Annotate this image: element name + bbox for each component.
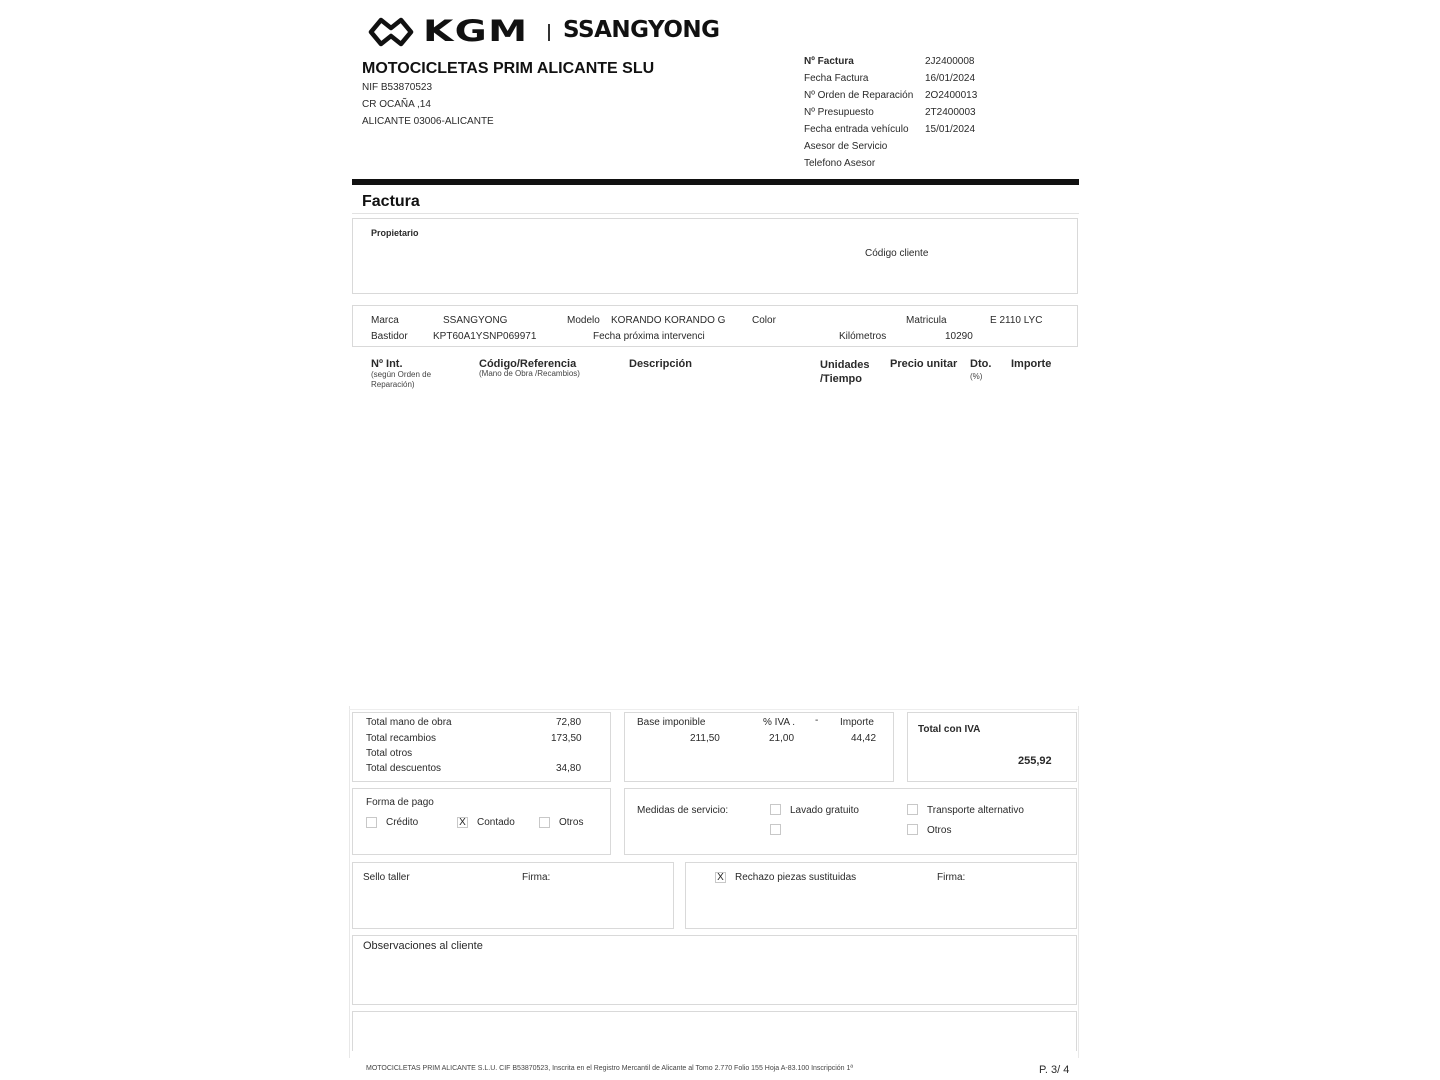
meta-label: Nº Factura <box>804 56 854 67</box>
meta-label: Fecha entrada vehículo <box>804 124 909 135</box>
col-num-header: Nº Int. <box>371 358 403 370</box>
meta-label: Telefono Asesor <box>804 158 876 169</box>
meta-label: Asesor de Servicio <box>804 141 888 152</box>
company-nif: NIF B53870523 <box>362 82 433 93</box>
tax-base-label: Base imponible <box>637 717 706 728</box>
frame-right <box>1078 706 1079 1058</box>
meta-label: Fecha Factura <box>804 73 869 84</box>
frame-left <box>349 706 350 1058</box>
invoice-meta <box>804 56 1004 175</box>
kgm-emblem-icon <box>367 15 415 49</box>
payment-label: Forma de pago <box>366 797 434 808</box>
meta-row <box>804 56 1004 73</box>
col-code-header: Código/Referencia <box>479 358 577 370</box>
model-value: KORANDO KORANDO G <box>611 315 726 326</box>
next-service-label: Fecha próxima intervenci <box>593 331 705 342</box>
tax-amount-value: 44,42 <box>851 733 877 744</box>
customer-sign-label: Firma: <box>937 872 966 883</box>
col-units-header: Unidades /Tiempo <box>820 359 870 385</box>
km-value: 10290 <box>945 331 973 342</box>
other-payment-label: Otros <box>559 817 584 828</box>
footer-legal: MOTOCICLETAS PRIM ALICANTE S.L.U. CIF B53870523, Inscrita en el Registro Mercantil de Alicante al Tomo 2.770 Folio 155 Hoja A-83.100 Inscripción 1ª <box>366 1065 853 1072</box>
other-payment-checkbox[interactable] <box>539 817 550 828</box>
meta-value: 2J2400008 <box>925 56 975 67</box>
cash-checkbox[interactable] <box>457 817 468 828</box>
chassis-value: KPT60A1YSNP069971 <box>433 331 537 342</box>
observations-label: Observaciones al cliente <box>363 940 483 952</box>
meta-row <box>804 73 1004 90</box>
meta-value: 16/01/2024 <box>925 73 976 84</box>
grand-total-label: Total con IVA <box>918 724 981 735</box>
blank-service-checkbox[interactable] <box>770 824 781 835</box>
brand-value: SSANGYONG <box>443 315 508 326</box>
reject-check-mark: X <box>717 872 724 883</box>
meta-row <box>804 107 1004 124</box>
frame-top <box>349 709 1078 710</box>
reject-parts-checkbox[interactable] <box>715 872 726 883</box>
parts-label: Total recambios <box>366 733 437 744</box>
col-desc-header: Descripción <box>629 358 692 370</box>
tax-base-value: 211,50 <box>690 733 720 744</box>
logo-divider <box>548 24 550 41</box>
meta-row <box>804 141 1004 158</box>
credit-label: Crédito <box>386 817 419 828</box>
labor-label: Total mano de obra <box>366 717 452 728</box>
document-title: Factura <box>362 193 420 210</box>
others-label: Total otros <box>366 748 413 759</box>
sign-label: Firma: <box>522 872 551 883</box>
parts-value: 173,50 <box>551 733 582 744</box>
brand-label: Marca <box>371 315 399 326</box>
company-city: ALICANTE 03006-ALICANTE <box>362 116 494 127</box>
col-price-header: Precio unitar <box>890 358 958 370</box>
grand-total-box <box>907 712 1077 782</box>
reject-parts-label: Rechazo piezas sustituidas <box>735 872 857 883</box>
meta-value: 15/01/2024 <box>925 124 976 135</box>
labor-value: 72,80 <box>556 717 582 728</box>
tax-iva-label: % IVA . <box>763 717 796 728</box>
header-rule <box>352 179 1079 185</box>
service-label: Medidas de servicio: <box>637 805 729 816</box>
page-number: P. 3/ 4 <box>1039 1064 1070 1076</box>
other-service-checkbox[interactable] <box>907 824 918 835</box>
owner-box <box>352 218 1078 294</box>
col-num-sub: (según Orden de Reparación) <box>371 370 432 389</box>
stamp-label: Sello taller <box>363 872 410 883</box>
discounts-label: Total descuentos <box>366 763 442 774</box>
credit-checkbox[interactable] <box>366 817 377 828</box>
lower-notes-box <box>352 1011 1077 1051</box>
kgm-wordmark: KGM <box>423 14 529 48</box>
other-service-label: Otros <box>927 825 952 836</box>
transport-checkbox[interactable] <box>907 804 918 815</box>
cash-check-mark: X <box>459 817 466 828</box>
company-name: MOTOCICLETAS PRIM ALICANTE SLU <box>362 60 655 77</box>
kgm-logo <box>367 14 539 50</box>
tax-amount-label: Importe <box>840 717 874 728</box>
plate-label: Matricula <box>906 315 947 326</box>
km-label: Kilómetros <box>839 331 887 342</box>
meta-row <box>804 124 1004 141</box>
color-label: Color <box>752 315 776 326</box>
col-dto-sub: (%) <box>970 372 983 381</box>
service-box <box>624 788 1077 855</box>
meta-label: Nº Presupuesto <box>804 107 874 118</box>
meta-row <box>804 158 1004 175</box>
meta-label: Nº Orden de Reparación <box>804 90 914 101</box>
chassis-label: Bastidor <box>371 331 408 342</box>
title-underline <box>352 213 1079 214</box>
col-amount-header: Importe <box>1011 358 1052 370</box>
col-dto-header: Dto. <box>970 358 992 370</box>
col-code-sub: (Mano de Obra /Recambios) <box>479 369 580 378</box>
wash-label: Lavado gratuito <box>790 805 859 816</box>
owner-label: Propietario <box>371 228 419 238</box>
meta-value: 2T2400003 <box>925 107 976 118</box>
cash-label: Contado <box>477 817 515 828</box>
tax-iva-value: 21,00 <box>769 733 795 744</box>
company-address: CR OCAÑA ,14 <box>362 99 431 110</box>
grand-total-value: 255,92 <box>1018 755 1052 767</box>
discounts-value: 34,80 <box>556 763 582 774</box>
meta-row <box>804 90 1004 107</box>
wash-checkbox[interactable] <box>770 804 781 815</box>
client-code-label: Código cliente <box>865 248 929 259</box>
meta-value: 2O2400013 <box>925 90 978 101</box>
transport-label: Transporte alternativo <box>927 805 1024 816</box>
model-label: Modelo <box>567 315 600 326</box>
plate-value: E 2110 LYC <box>990 315 1043 326</box>
ssangyong-wordmark: SSANGYONG <box>563 17 720 43</box>
tax-iva-dash: - <box>815 715 819 726</box>
